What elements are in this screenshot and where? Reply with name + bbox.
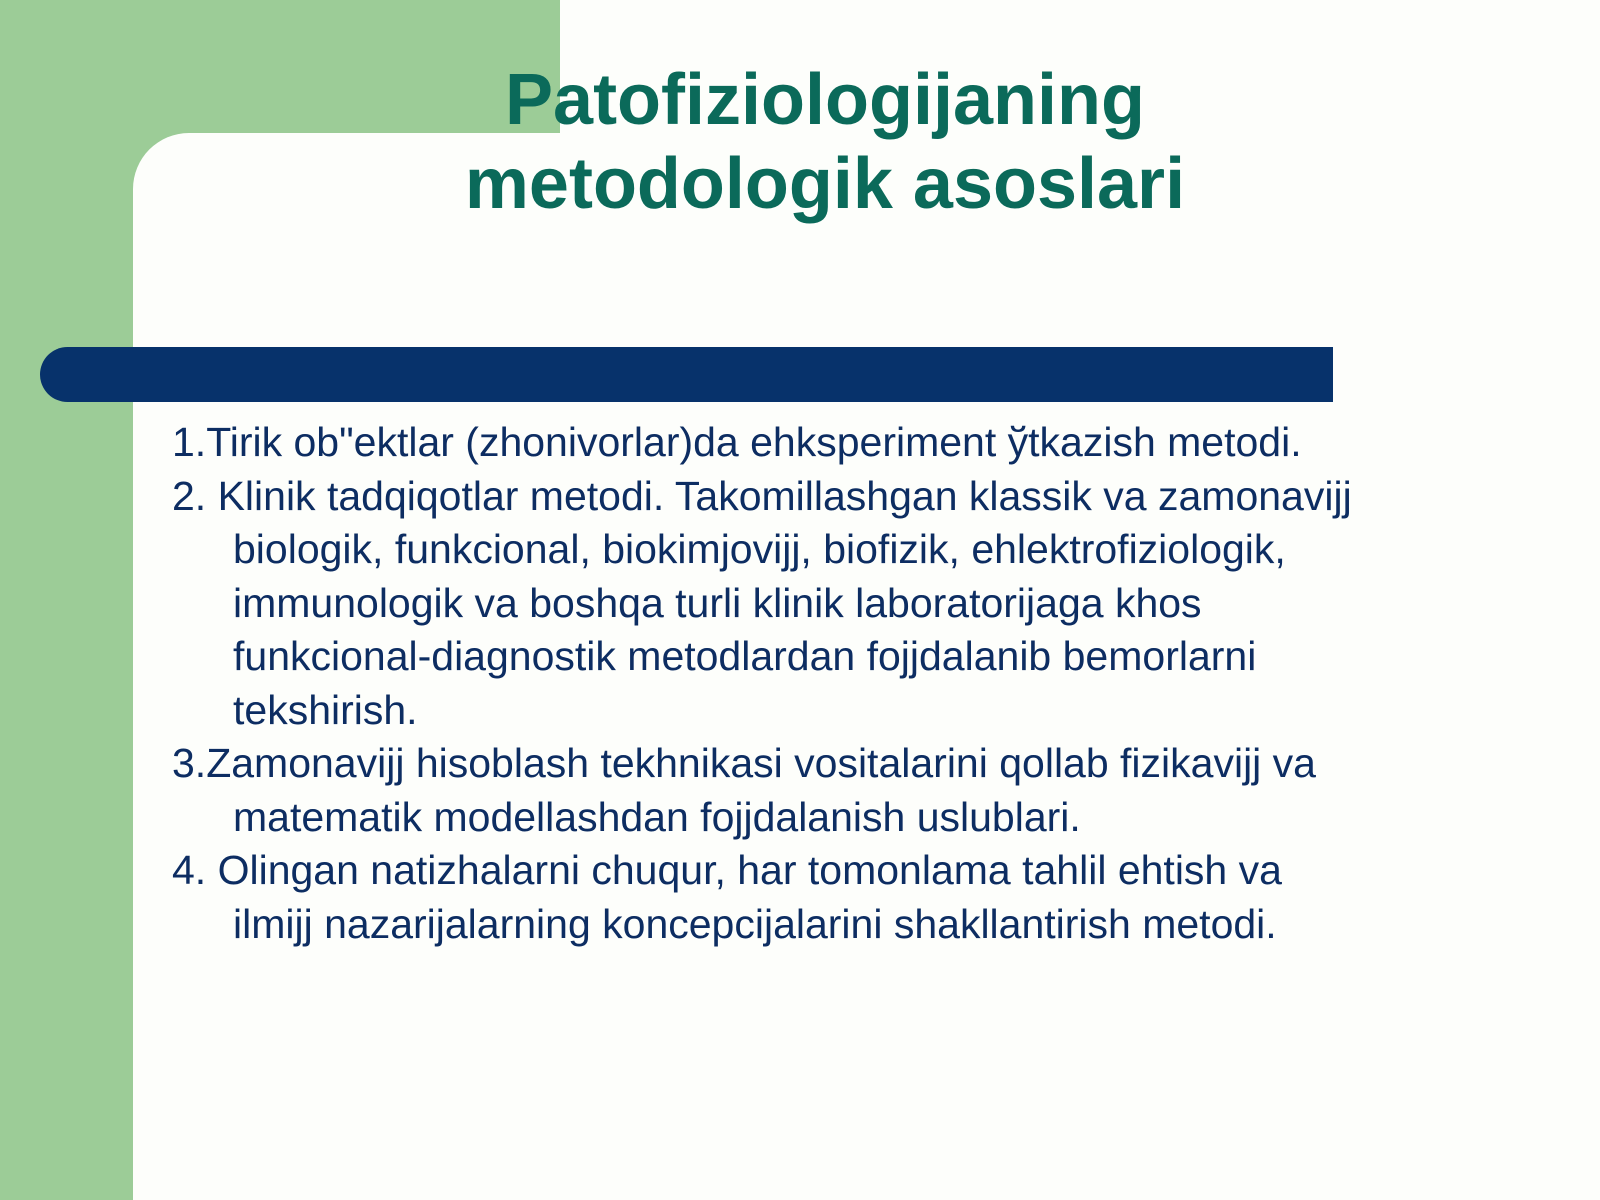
list-item-line: ilmijj nazarijalarning koncepcijalarini shakllantirish metodi.	[233, 900, 1277, 947]
slide-title-line-1: Patofiziologijaning	[505, 60, 1145, 140]
list-item-line: biologik, funkcional, biokimjovijj, biofizik, ehlektrofiziologik,	[233, 526, 1286, 572]
list-item-line: funkcional-diagnostik metodlardan fojjdalanib bemorlarni	[233, 633, 1257, 679]
list-item-line: 4. Olingan natizhalarni chuqur, har tomonlama tahlil ehtish va	[172, 847, 1282, 893]
slide-title	[400, 58, 1250, 226]
list-item-line: matematik modellashdan fojjdalanish uslublari.	[233, 793, 1081, 840]
slide-title-line-2: metodologik asoslari	[464, 144, 1186, 224]
method-list	[172, 416, 1472, 951]
title-divider-bar	[40, 347, 1333, 402]
list-item-line: 1.Tirik ob"ektlar (zhonivorlar)da ehksperiment ўtkazish metodi.	[172, 419, 1302, 465]
list-item	[172, 470, 1472, 738]
list-item-line: 3.Zamonavijj hisoblash tekhnikasi vositalarini qollab fizikavijj va	[172, 740, 1316, 786]
list-item-line: 2. Klinik tadqiqotlar metodi. Takomillashgan klassik va zamonavijj	[172, 472, 1352, 519]
list-item	[172, 737, 1472, 844]
list-item-line: tekshirish.	[233, 686, 418, 733]
list-item	[172, 844, 1472, 951]
list-item-line: immunologik va boshqa turli klinik laboratorijaga khos	[233, 579, 1202, 626]
list-item	[172, 416, 1472, 470]
